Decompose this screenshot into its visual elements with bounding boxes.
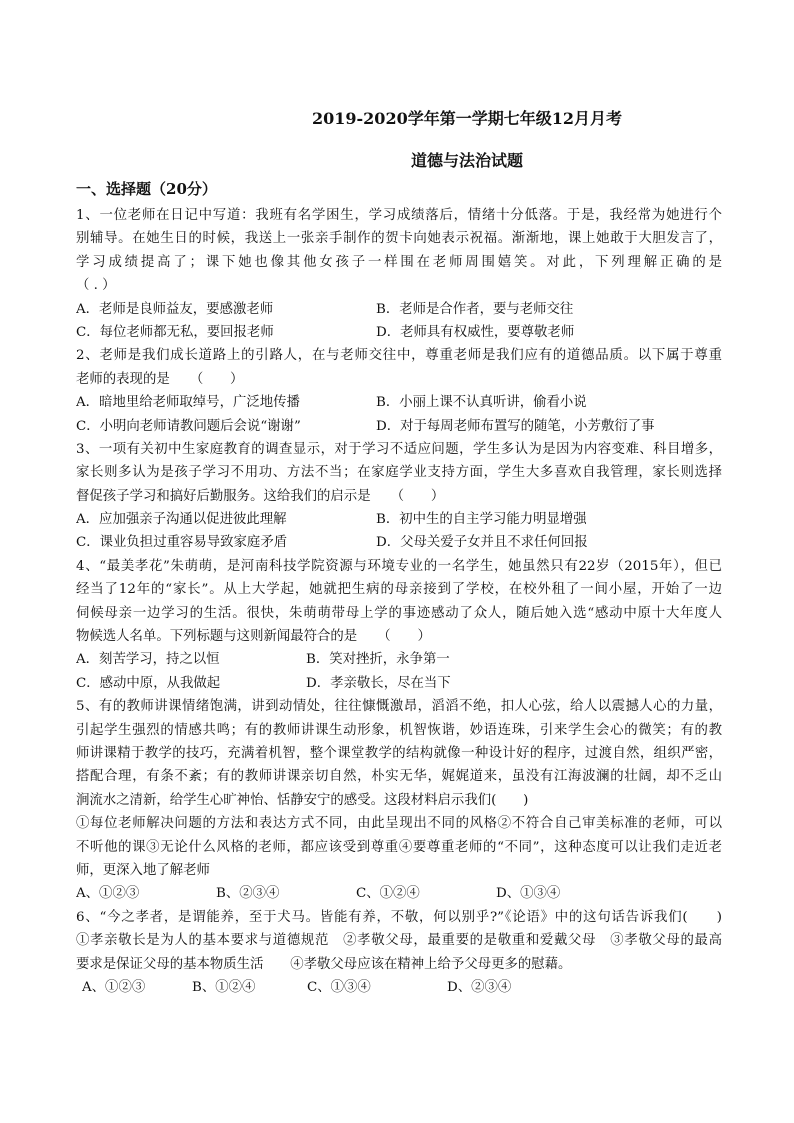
question-text-line: 1、一位老师在日记中写道：我班有名学困生，学习成绩落后，情绪十分低落。于是，我经常为她进行个: [76, 208, 722, 223]
question-text-line: 学习成绩提高了；课下她也像其他女孩子一样围在老师周围嬉笑。对此，下列理解正确的是: [76, 254, 722, 270]
section-heading: 一、选择题（20分）: [76, 180, 217, 198]
question-text-line: 师讲课精于教学的技巧，充满着机智，整个课堂教学的结构就像一种设计好的程序，过渡自然，组织严密，: [76, 745, 722, 761]
option-b[interactable]: B．老师是合作者，要与老师交往: [376, 301, 574, 317]
option-d[interactable]: D．孝亲敬长，尽在当下: [306, 675, 451, 691]
option-b[interactable]: B．小丽上课不认真听讲，偷看小说: [376, 395, 587, 411]
question-list: [76, 204, 722, 999]
option-d[interactable]: D．老师具有权威性，要尊敬老师: [376, 324, 575, 340]
question-text-line: 物候选人名单。下列标题与这则新闻最符合的是 （ ）: [76, 629, 431, 645]
option-a[interactable]: A、①②③: [76, 886, 140, 902]
question-text-line: 4、“最美孝花”朱萌萌，是河南科技学院资源与环境专业的一名学生，她虽然只有22岁（2015年），但已: [76, 558, 722, 574]
option-c[interactable]: C．课业负担过重容易导致家庭矛盾: [76, 535, 288, 551]
statement-line: 要求是保证父母的基本物质生活 ④孝敬父母应该在精神上给予父母更多的慰藉。: [76, 956, 572, 972]
option-row: [76, 415, 722, 438]
option-c[interactable]: C．每位老师都无私，要回报老师: [76, 324, 274, 340]
question-text-line: 2、老师是我们成长道路上的引路人，在与老师交往中，尊重老师是我们应有的道德品质。以下属于尊重: [76, 348, 722, 364]
question-1: [76, 204, 722, 344]
option-c[interactable]: C、①②④: [356, 886, 420, 902]
option-row: [76, 648, 722, 671]
question-4: [76, 555, 722, 695]
option-row: [76, 508, 722, 531]
option-b[interactable]: B．笑对挫折，永争第一: [306, 652, 450, 668]
exam-title: 2019-2020学年第一学期七年级12月月考: [312, 109, 622, 128]
option-d[interactable]: D、①③④: [496, 886, 561, 902]
question-text-line: 涧流水之清新，给学生心旷神怡、恬静安宁的感受。这段材料启示我们( ): [76, 792, 529, 808]
question-text-line: 老师的表现的是 （ ）: [76, 371, 244, 387]
question-text-line: 别辅导。在她生日的时候，我送上一张亲手制作的贺卡向她表示祝福。渐渐地，课上她敢于大胆发言了，: [76, 231, 722, 247]
option-d[interactable]: D．对于每周老师布置写的随笔，小芳敷衍了事: [376, 418, 655, 434]
option-a[interactable]: A、①②③: [82, 979, 146, 995]
option-row: [76, 321, 722, 344]
question-text-line: 搭配合理，有条不紊；有的教师讲课亲切自然，朴实无华，娓娓道来，虽没有江海波澜的壮阔，却不乏山: [76, 769, 722, 785]
option-row: [76, 672, 722, 695]
option-a[interactable]: A．暗地里给老师取绰号，广泛地传播: [76, 395, 300, 411]
option-row: [76, 976, 722, 999]
question-text-line: 经当了12年的“家长”。从上大学起，她就把生病的母亲接到了学校，在校外租了一间小屋，开始了一边: [76, 582, 722, 598]
option-b[interactable]: B．初中生的自主学习能力明显增强: [376, 512, 587, 528]
option-d[interactable]: D．父母关爱子女并且不求任何回报: [376, 535, 588, 551]
statement-line: ①每位老师解决问题的方法和表达方式不同，由此呈现出不同的风格②不符合自己审美标准的老师，可以: [76, 816, 722, 832]
option-a[interactable]: A．刻苦学习，持之以恒: [76, 652, 220, 668]
question-text-line: （ . ）: [76, 278, 116, 294]
question-text-line: 5、有的教师讲课情绪饱满，讲到动情处，往往慷慨激昂，滔滔不绝，扣人心弦，给人以震撼人心的力量，: [76, 699, 722, 715]
option-a[interactable]: A．老师是良师益友，要感激老师: [76, 301, 274, 317]
question-text-line: 家长则多认为是孩子学习不用功、方法不当；在家庭学业支持方面，学生大多喜欢自我管理，家长则选择: [76, 465, 722, 481]
question-2: [76, 344, 722, 438]
option-row: [76, 298, 722, 321]
question-5: [76, 695, 722, 906]
option-row: [76, 531, 722, 554]
question-text-line: 6、“今之孝者，是谓能养，至于犬马。皆能有养，不敬，何以别乎?”《论语》中的这句话告诉我们( ): [76, 909, 722, 925]
statement-line: ①孝亲敬长是为人的基本要求与道德规范 ②孝敬父母，最重要的是敬重和爱戴父母 ③孝敬父母的最高: [76, 933, 722, 949]
exam-subtitle: 道德与法治试题: [410, 151, 523, 170]
option-c[interactable]: C、①③④: [307, 979, 371, 995]
option-row: [76, 391, 722, 414]
option-c[interactable]: C．小明向老师请教问题后会说“谢谢”: [76, 418, 301, 434]
option-c[interactable]: C．感动中原，从我做起: [76, 675, 221, 691]
statement-line: 师，更深入地了解老师: [76, 862, 210, 878]
option-b[interactable]: B、②③④: [216, 886, 280, 902]
question-text-line: 督促孩子学习和搞好后勤服务。这给我们的启示是 （ ）: [76, 488, 445, 504]
question-text-line: 3、一项有关初中生家庭教育的调查显示，对于学习不适应问题，学生多认为是因为内容变难、科目增多，: [76, 441, 722, 457]
option-b[interactable]: B、①②④: [192, 979, 256, 995]
option-d[interactable]: D、②③④: [447, 979, 512, 995]
statement-line: 不听他的课③无论什么风格的老师，都应该受到尊重④要尊重老师的“不同”，这种态度可以让我们走近老: [76, 839, 722, 855]
option-a[interactable]: A．应加强亲子沟通以促进彼此理解: [76, 512, 287, 528]
option-row: [76, 882, 722, 905]
question-text-line: 伺候母亲一边学习的生活。很快，朱萌萌带母上学的事迹感动了众人，随后她入选“感动中原十大年度人: [76, 605, 722, 621]
question-text-line: 引起学生强烈的情感共鸣；有的教师讲课生动形象，机智恢谐，妙语连珠，引来学生会心的微笑；有的教: [76, 722, 722, 738]
question-6: [76, 906, 722, 1000]
question-3: [76, 438, 722, 555]
